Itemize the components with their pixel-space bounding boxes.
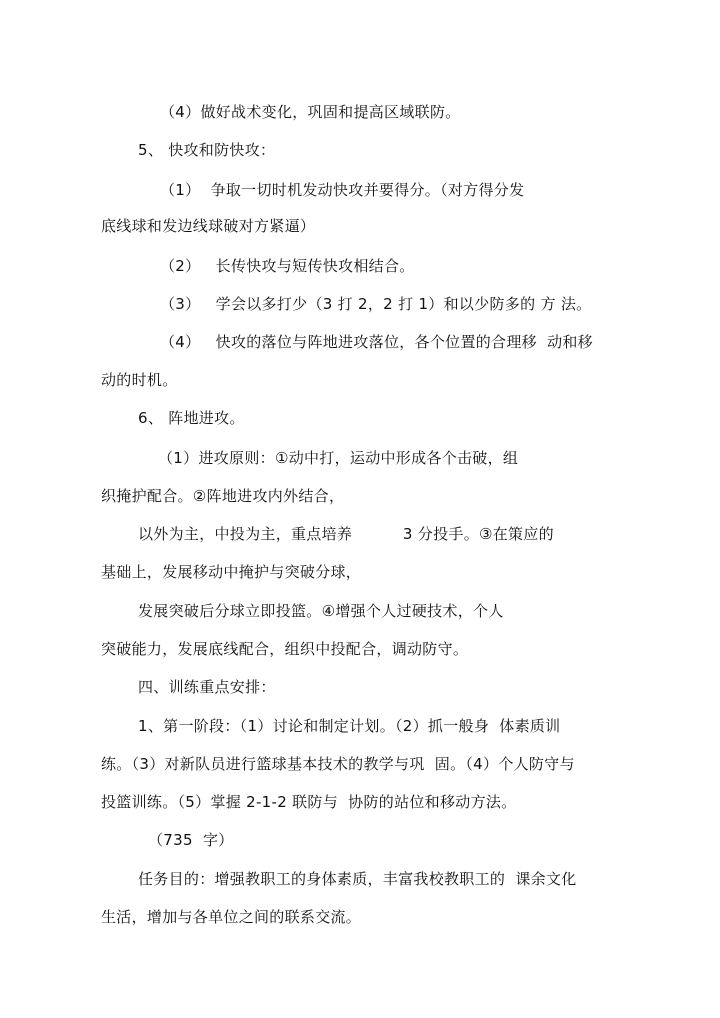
text-line: 投篮训练。（5）掌握 2-1-2 联防与 协防的站位和移动方法。 xyxy=(101,793,517,811)
text-line: （1）进攻原则：①动中打，运动中形成各个击破，组 xyxy=(158,449,519,467)
text-line: 突破能力，发展底线配合，组织中投配合，调动防守。 xyxy=(101,640,469,658)
text-line: 5、 快攻和防快攻： xyxy=(138,141,276,159)
text-line: 1、第一阶段：（1）讨论和制定计划。（2）抓一般身 体素质训 xyxy=(138,717,561,735)
text-line: 动的时机。 xyxy=(101,371,178,389)
text-line: （1） 争取一切时机发动快攻并要得分。（对方得分发 xyxy=(160,181,525,199)
text-line: （4）做好战术变化，巩固和提高区域联防。 xyxy=(160,103,461,121)
text-line: 底线球和发边线球破对方紧逼） xyxy=(101,217,316,235)
text-line: 练。（3）对新队员进行篮球基本技术的教学与巩 固。（4）个人防守与 xyxy=(101,755,575,773)
text-line: 织掩护配合。②阵地进攻内外结合， xyxy=(101,487,345,505)
text-line: 6、 阵地进攻。 xyxy=(138,409,245,427)
text-line: （4） 快攻的落位与阵地进攻落位，各个位置的合理移 动和移 xyxy=(160,333,593,351)
text-line: 任务目的：增强教职工的身体素质，丰富我校教职工的 课余文化 xyxy=(138,870,577,888)
text-line: （3） 学会以多打少（3 打 2，2 打 1）和以少防多的 方 法。 xyxy=(160,295,592,313)
text-line: 生活，增加与各单位之间的联系交流。 xyxy=(101,908,362,926)
text-line: （2） 长传快攻与短传快攻相结合。 xyxy=(160,257,415,275)
text-line: 基础上，发展移动中掩护与突破分球， xyxy=(101,563,362,581)
text-line: 发展突破后分球立即投篮。④增强个人过硬技术，个人 xyxy=(138,602,504,620)
text-line: （735 字） xyxy=(148,831,234,849)
text-line: 以外为主，中投为主，重点培养 3 分投手。③在策应的 xyxy=(138,525,554,543)
text-line: 四、训练重点安排： xyxy=(138,678,276,696)
